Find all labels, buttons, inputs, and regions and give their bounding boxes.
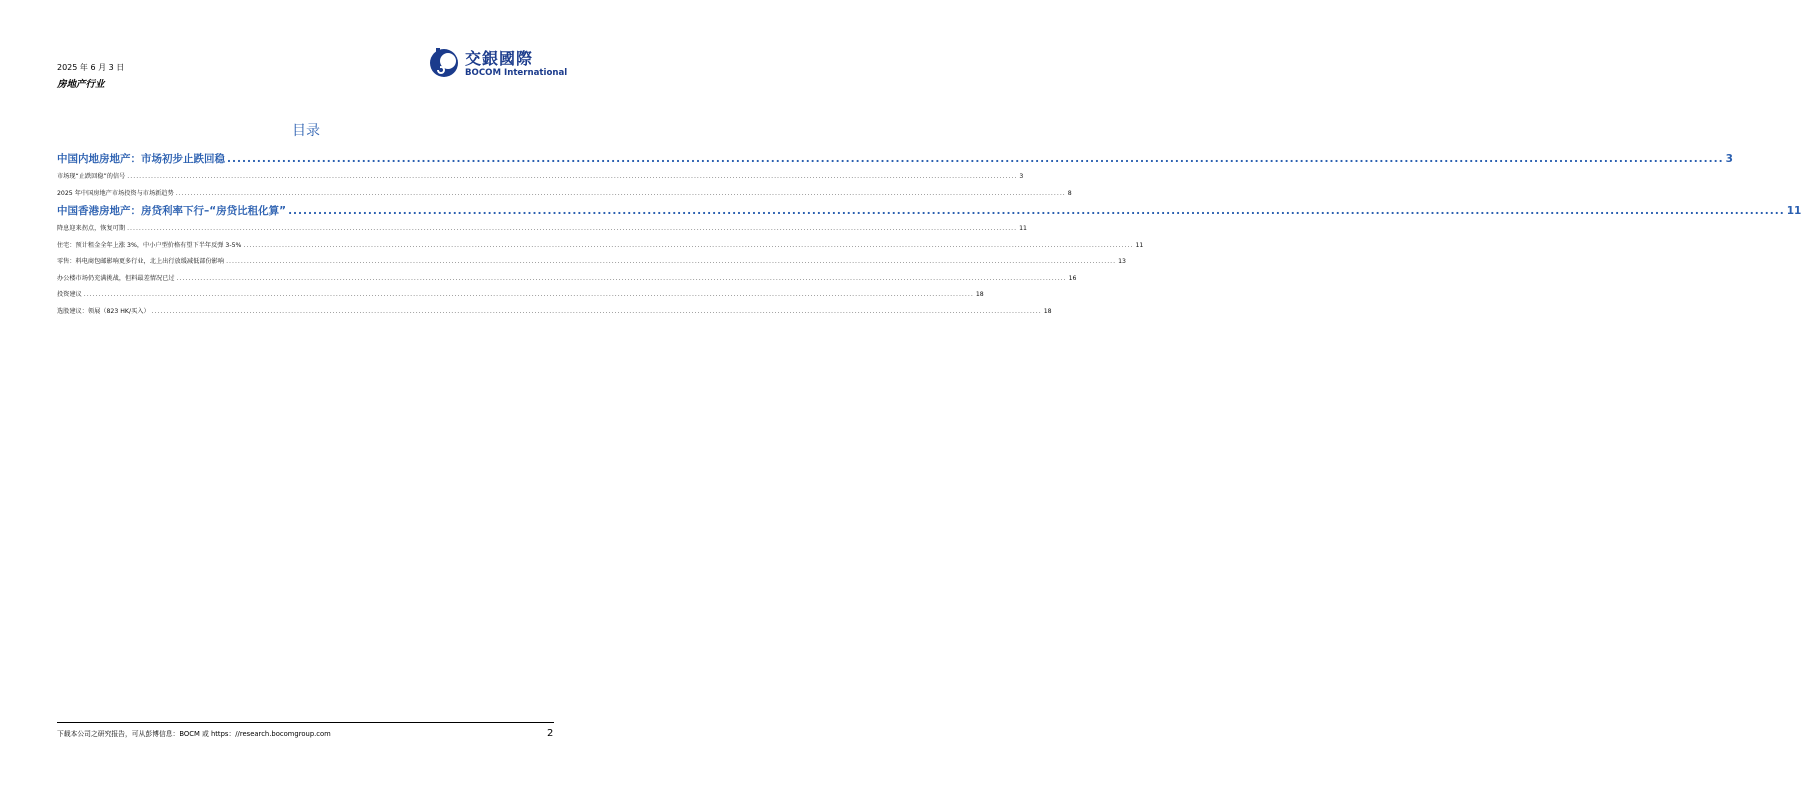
toc-entry[interactable]: [57, 150, 1733, 169]
toc-entry-title: 投资建议: [57, 291, 82, 298]
footer-divider: [57, 722, 554, 723]
toc-entry-title: 住宅：预计租金全年上涨 3%，中小户型价格有望下半年反弹 3-5%: [57, 241, 242, 249]
toc-dot-leader: ............................................................................................................................................................................................................................................................................................................: [226, 258, 1117, 265]
toc-entry-page: 11: [1786, 205, 1801, 217]
logo-english-name: BOCOM International: [465, 68, 568, 78]
toc-dot-leader: ............................................................................................................................................................................................................................................................................................................: [176, 274, 1067, 282]
footer-note: 下载本公司之研究报告，可从彭博信息：BOCM 或 https：//research.bocomgroup.com: [57, 730, 331, 738]
toc-entry-page: 18: [1043, 307, 1052, 315]
toc-entry-page: 16: [1068, 274, 1077, 282]
toc-dot-leader: ............................................................................................................................................................................................................................................................................................................: [83, 291, 974, 298]
toc-entry[interactable]: [57, 238, 1144, 255]
toc-entry[interactable]: [57, 287, 984, 304]
toc-entry-page: 3: [1019, 173, 1024, 180]
toc-dot-leader: ............................................................................................................................................................................................................................................................................................................: [175, 189, 1066, 197]
toc-entry-title: 选股建议：领展（823 HK/买入）: [57, 307, 150, 315]
toc-entry[interactable]: [57, 186, 1072, 203]
toc-dot-leader: ............................................................................................................................................................................................................................................................................................................: [243, 241, 1134, 249]
toc-title: 目录: [292, 123, 320, 139]
toc-entry[interactable]: [57, 202, 1801, 221]
toc-entry-page: 13: [1118, 258, 1126, 265]
toc-entry[interactable]: [57, 169, 1024, 186]
toc-entry[interactable]: [57, 304, 1052, 321]
toc-dot-leader: ............................................................................................................................................................................................................................................................................................................: [227, 153, 1724, 165]
toc-entry[interactable]: [57, 254, 1126, 271]
table-of-contents: [57, 150, 1801, 320]
toc-entry-page: 11: [1135, 241, 1144, 249]
toc-entry-title: 零售：料电商包邮影响更多行业，北上出行放缓减低部份影响: [57, 258, 225, 265]
toc-entry-title: 办公楼市场仍充满挑战，但料最差情况已过: [57, 274, 175, 282]
toc-entry-title: 中国内地房地产：市场初步止跌回稳: [57, 153, 225, 165]
report-date: 2025 年 6 月 3 日: [57, 63, 125, 72]
toc-entry[interactable]: [57, 221, 1027, 238]
toc-entry[interactable]: [57, 271, 1077, 288]
bocom-logo: [427, 46, 568, 82]
toc-dot-leader: ............................................................................................................................................................................................................................................................................................................: [151, 307, 1042, 315]
logo-chinese-name: 交銀國際: [465, 49, 534, 68]
toc-dot-leader: ............................................................................................................................................................................................................................................................................................................: [127, 225, 1018, 232]
bocom-logo-icon: [427, 46, 461, 80]
toc-entry-page: 11: [1019, 225, 1027, 232]
sector-label: 房地产行业: [57, 79, 105, 90]
toc-entry-page: 18: [975, 291, 984, 298]
toc-entry-title: 降息迎来拐点，恢复可期: [57, 225, 126, 232]
toc-entry-title: 2025 年中国房地产市场投资与市场新趋势: [57, 189, 174, 197]
toc-entry-title: 中国香港房地产：房贷利率下行–“房贷比租化算”: [57, 205, 287, 217]
toc-entry-page: 8: [1067, 189, 1072, 197]
toc-entry-page: 3: [1725, 153, 1733, 165]
toc-dot-leader: ............................................................................................................................................................................................................................................................................................................: [127, 173, 1018, 180]
toc-dot-leader: ............................................................................................................................................................................................................................................................................................................: [288, 205, 1785, 217]
page-number: 2: [547, 728, 554, 739]
toc-entry-title: 市场现“止跌回稳”的信号: [57, 173, 126, 180]
